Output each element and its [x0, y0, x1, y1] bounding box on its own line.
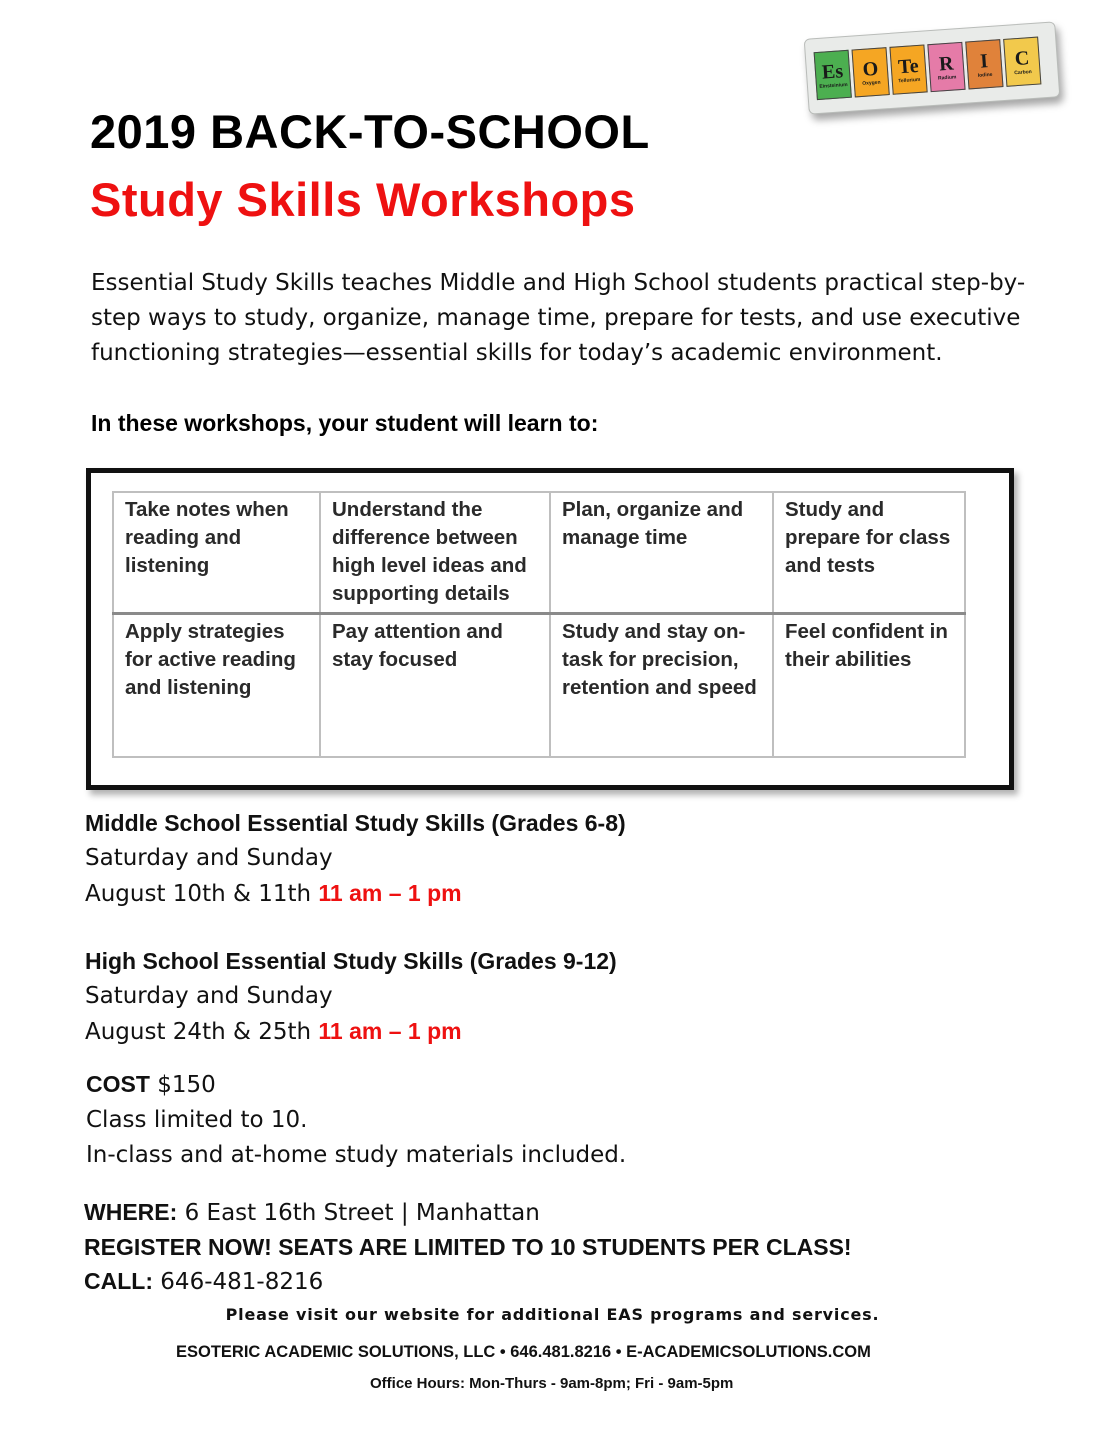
learn-heading: In these workshops, your student will learn to: — [91, 410, 599, 436]
logo-tile — [1003, 37, 1041, 87]
call-line — [84, 1264, 852, 1299]
skill-cell: Take notes when reading and listening — [113, 492, 320, 614]
skill-cell: Study and prepare for class and tests — [773, 492, 965, 614]
logo-tile-element: Iodine — [977, 71, 993, 79]
company-info: ESOTERIC ACADEMIC SOLUTIONS, LLC • 646.481.8216 • E-ACADEMICSOLUTIONS.COM — [176, 1343, 871, 1361]
where-label: WHERE: — [84, 1199, 178, 1225]
logo-tile-element: Radium — [937, 74, 957, 82]
middle-school-heading: Middle School Essential Study Skills (Grades 6-8) — [85, 810, 626, 836]
cost-label: COST — [86, 1071, 150, 1097]
high-school-dates: August 24th & 25th — [85, 1019, 312, 1045]
skill-cell: Pay attention and stay focused — [320, 614, 550, 757]
middle-school-time: 11 am – 1 pm — [318, 880, 462, 906]
middle-school-days: Saturday and Sunday — [85, 845, 333, 871]
logo-tile — [889, 44, 927, 94]
where-address: 6 East 16th Street | Manhattan — [184, 1200, 540, 1226]
cost-price: $150 — [157, 1072, 216, 1098]
call-label: CALL: — [84, 1268, 153, 1294]
high-school-section — [85, 944, 617, 1050]
logo-tile-symbol: R — [938, 52, 955, 76]
esoteric-logo — [804, 21, 1061, 114]
middle-school-dates: August 10th & 11th — [85, 881, 312, 907]
website-note-text: Please visit our website for additional EAS programs and services. — [225, 1305, 880, 1324]
skills-box — [86, 468, 1014, 790]
page-subtitle: Study Skills Workshops — [90, 173, 636, 226]
register-notice: REGISTER NOW! SEATS ARE LIMITED TO 10 STUDENTS PER CLASS! — [84, 1234, 852, 1260]
logo-tile-symbol: Es — [821, 60, 844, 84]
logo-tile-element: Oxygen — [862, 79, 881, 87]
table-row — [113, 614, 965, 757]
page-title: 2019 BACK-TO-SCHOOL — [90, 105, 650, 158]
office-hours: Office Hours: Mon-Thurs - 9am-8pm; Fri - 9am-5pm — [370, 1375, 734, 1392]
logo-tile-symbol: I — [979, 50, 989, 73]
logo-tile — [965, 39, 1003, 89]
table-row — [113, 492, 965, 614]
contact-section — [84, 1195, 852, 1299]
logo-tile — [927, 42, 965, 92]
logo-tile-element: Carbon — [1014, 69, 1032, 77]
skills-table — [112, 491, 966, 758]
middle-school-section — [85, 806, 626, 912]
high-school-time: 11 am – 1 pm — [318, 1018, 462, 1044]
high-school-days: Saturday and Sunday — [85, 983, 333, 1009]
logo-tile-symbol: C — [1014, 47, 1031, 71]
skill-cell: Study and stay on-task for precision, retention and speed — [550, 614, 773, 757]
logo-tile — [814, 50, 852, 100]
class-limit: Class limited to 10. — [86, 1107, 308, 1133]
intro-paragraph: Essential Study Skills teaches Middle and High School students practical step-by-step ways to study, organize, manage time, prepare for tests, and use executive functioning strategies—essential skills for today’s academic environment. — [91, 270, 1026, 366]
high-school-heading: High School Essential Study Skills (Grades 9-12) — [85, 948, 617, 974]
high-school-date-line — [85, 1014, 617, 1050]
website-note — [0, 1305, 1105, 1324]
where-line — [84, 1195, 852, 1230]
skill-cell: Understand the difference between high level ideas and supporting details — [320, 492, 550, 614]
phone-number: 646-481-8216 — [160, 1269, 324, 1295]
logo-tile-symbol: O — [861, 57, 879, 81]
logo-tile-element: Tellurium — [898, 76, 921, 85]
skill-cell: Apply strategies for active reading and listening — [113, 614, 320, 757]
logo-tile-element: Einsteinium — [819, 81, 848, 90]
cost-section — [86, 1067, 626, 1173]
middle-school-date-line — [85, 876, 626, 912]
skill-cell: Plan, organize and manage time — [550, 492, 773, 614]
logo-tile-symbol: Te — [897, 54, 920, 79]
cost-line — [86, 1067, 626, 1103]
skill-cell: Feel confident in their abilities — [773, 614, 965, 757]
logo-tile — [852, 47, 890, 97]
materials-note: In-class and at-home study materials included. — [86, 1142, 627, 1168]
